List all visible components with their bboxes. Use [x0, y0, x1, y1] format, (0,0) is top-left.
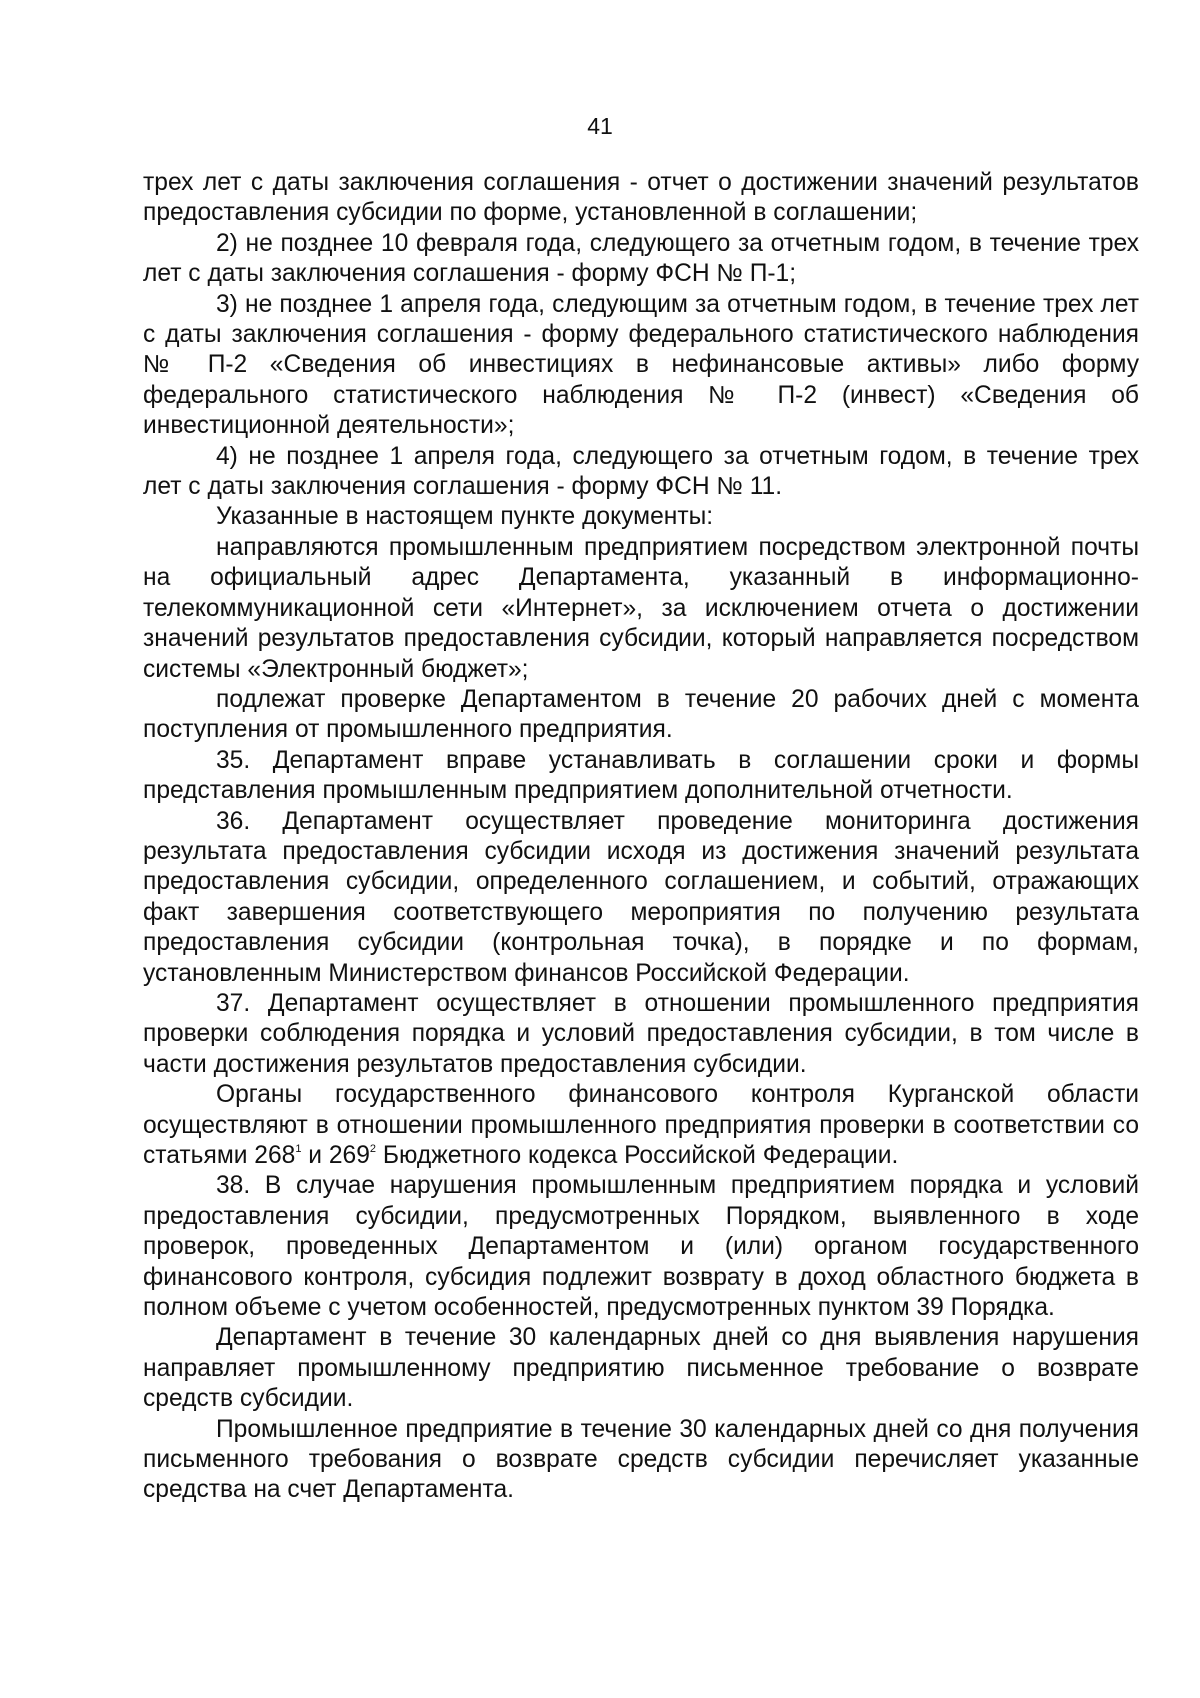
paragraph: направляются промышленным предприятием посредством электронной почты на официальный адрес Департамента, указанный в информационно-телекоммуникационной сети «Интернет», за исключением отчета о достижении значений результатов предоставления субсидии, который направляется посредством системы «Электронный бюджет»; — [143, 533, 1139, 683]
paragraph: Департамент в течение 30 календарных дней со дня выявления нарушения направляет промышленному предприятию письменное требование о возврате средств субсидии. — [143, 1324, 1139, 1413]
paragraph — [143, 1080, 1139, 1171]
document-body — [143, 168, 1139, 1506]
paragraph: трех лет с даты заключения соглашения - отчет о достижении значений результатов предоставления субсидии по форме, установленной в соглашении; — [143, 169, 1139, 227]
paragraph: 2) не позднее 10 февраля года, следующего за отчетным годом, в течение трех лет с даты заключения соглашения - форму ФСН № П-1; — [143, 229, 1139, 288]
superscript: 1 — [295, 1143, 302, 1155]
paragraph-text-part: Бюджетного кодекса Российской Федерации. — [376, 1142, 899, 1169]
paragraph: подлежат проверке Департаментом в течение 20 рабочих дней с момента поступления от промышленного предприятия. — [143, 685, 1139, 744]
paragraph: 36. Департамент осуществляет проведение мониторинга достижения результата предоставления субсидии исходя из достижения значений результата предоставления субсидии, определенного соглашением, и событий, отражающих факт завершения соответствующего мероприятия по получению результата предоставления субсидии (контрольная точка), в порядке и по формам, установленным Министерством финансов Российской Федерации. — [143, 807, 1139, 987]
paragraph: Промышленное предприятие в течение 30 календарных дней со дня получения письменного требования о возврате средств субсидии перечисляет указанные средства на счет Департамента. — [143, 1415, 1139, 1504]
paragraph-text-part: и 269 — [301, 1142, 370, 1169]
paragraph: 3) не позднее 1 апреля года, следующим за отчетным годом, в течение трех лет с даты заключения соглашения - форму федерального статистического наблюдения № П-2 «Сведения об инвестициях в нефинансовые активы» либо форму федерального статистического наблюдения № П-2 (инвест) «Сведения об инвестиционной деятельности»; — [143, 290, 1139, 440]
paragraph: 4) не позднее 1 апреля года, следующего за отчетным годом, в течение трех лет с даты заключения соглашения - форму ФСН № 11. — [143, 442, 1139, 501]
paragraph: Указанные в настоящем пункте документы: — [216, 503, 714, 531]
superscript: 2 — [369, 1143, 377, 1155]
paragraph-text-part: Органы государственного финансового контроля Курганской области осуществляют в отношении промышленного предприятия проверки в соответствии со статьями 268 — [143, 1081, 1139, 1169]
page-number: 41 — [587, 113, 613, 139]
paragraph: 38. В случае нарушения промышленным предприятием порядка и условий предоставления субсидии, предусмотренных Порядком, выявленного в ходе проверок, проведенных Департаментом и (или) органом государственного финансового контроля, субсидия подлежит возврату в доход областного бюджета в полном объеме с учетом особенностей, предусмотренных пунктом 39 Порядка. — [143, 1172, 1139, 1322]
paragraph: 35. Департамент вправе устанавливать в соглашении сроки и формы представления промышленным предприятием дополнительной отчетности. — [143, 746, 1139, 805]
paragraph: 37. Департамент осуществляет в отношении промышленного предприятия проверки соблюдения порядка и условий предоставления субсидии, в том числе в части достижения результатов предоставления субсидии. — [143, 989, 1139, 1078]
